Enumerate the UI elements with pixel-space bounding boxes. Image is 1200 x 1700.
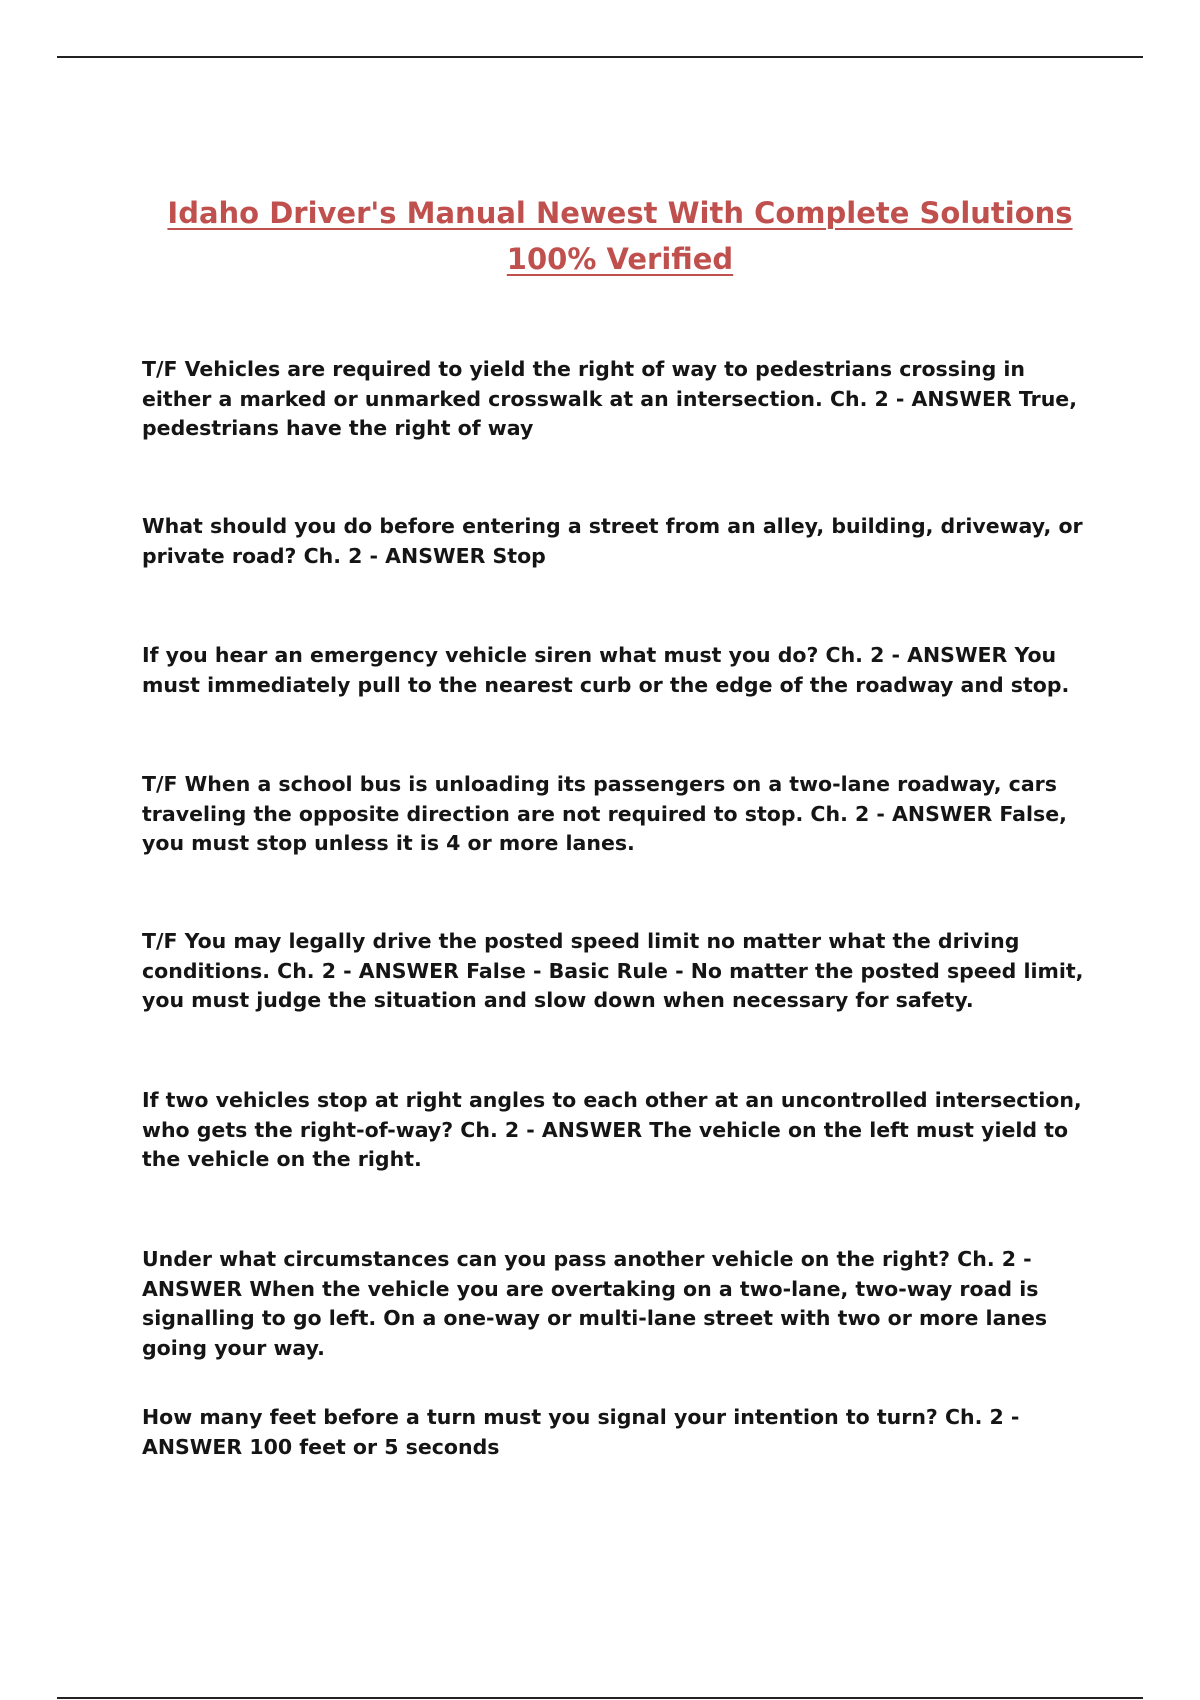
qa-item-3: If you hear an emergency vehicle siren what must you do? Ch. 2 - ANSWER You must immediately pull to the nearest curb or the edge of the roadway and stop. <box>142 643 1070 697</box>
qa-item-2: What should you do before entering a street from an alley, building, driveway, or private road? Ch. 2 - ANSWER Stop <box>142 514 1083 568</box>
qa-item-8: How many feet before a turn must you signal your intention to turn? Ch. 2 - ANSWER 100 feet or 5 seconds <box>142 1405 1020 1459</box>
qa-item-5: T/F You may legally drive the posted speed limit no matter what the driving conditions. Ch. 2 - ANSWER False - Basic Rule - No matter the posted speed limit, you must judge the situation and slow down when necessary for safety. <box>142 929 1084 1012</box>
top-rule <box>57 56 1143 58</box>
qa-item-1: T/F Vehicles are required to yield the right of way to pedestrians crossing in either a marked or unmarked crosswalk at an intersection. Ch. 2 - ANSWER True, pedestrians have the right of way <box>142 357 1078 440</box>
qa-item-7: Under what circumstances can you pass another vehicle on the right? Ch. 2 - ANSWER When the vehicle you are overtaking on a two-lane, two-way road is signalling to go left. On a one-way or multi-lane street with two or more lanes going your way. <box>142 1247 1048 1360</box>
document-title: Idaho Driver's Manual Newest With Complete Solutions 100% Verified <box>167 196 1073 276</box>
bottom-rule <box>57 1697 1143 1699</box>
qa-item-6: If two vehicles stop at right angles to each other at an uncontrolled intersection, who gets the right-of-way? Ch. 2 - ANSWER The vehicle on the left must yield to the vehicle on the right. <box>142 1088 1082 1171</box>
qa-item-4: T/F When a school bus is unloading its passengers on a two-lane roadway, cars traveling the opposite direction are not required to stop. Ch. 2 - ANSWER False, you must stop unless it is 4 or more lanes. <box>142 772 1067 855</box>
